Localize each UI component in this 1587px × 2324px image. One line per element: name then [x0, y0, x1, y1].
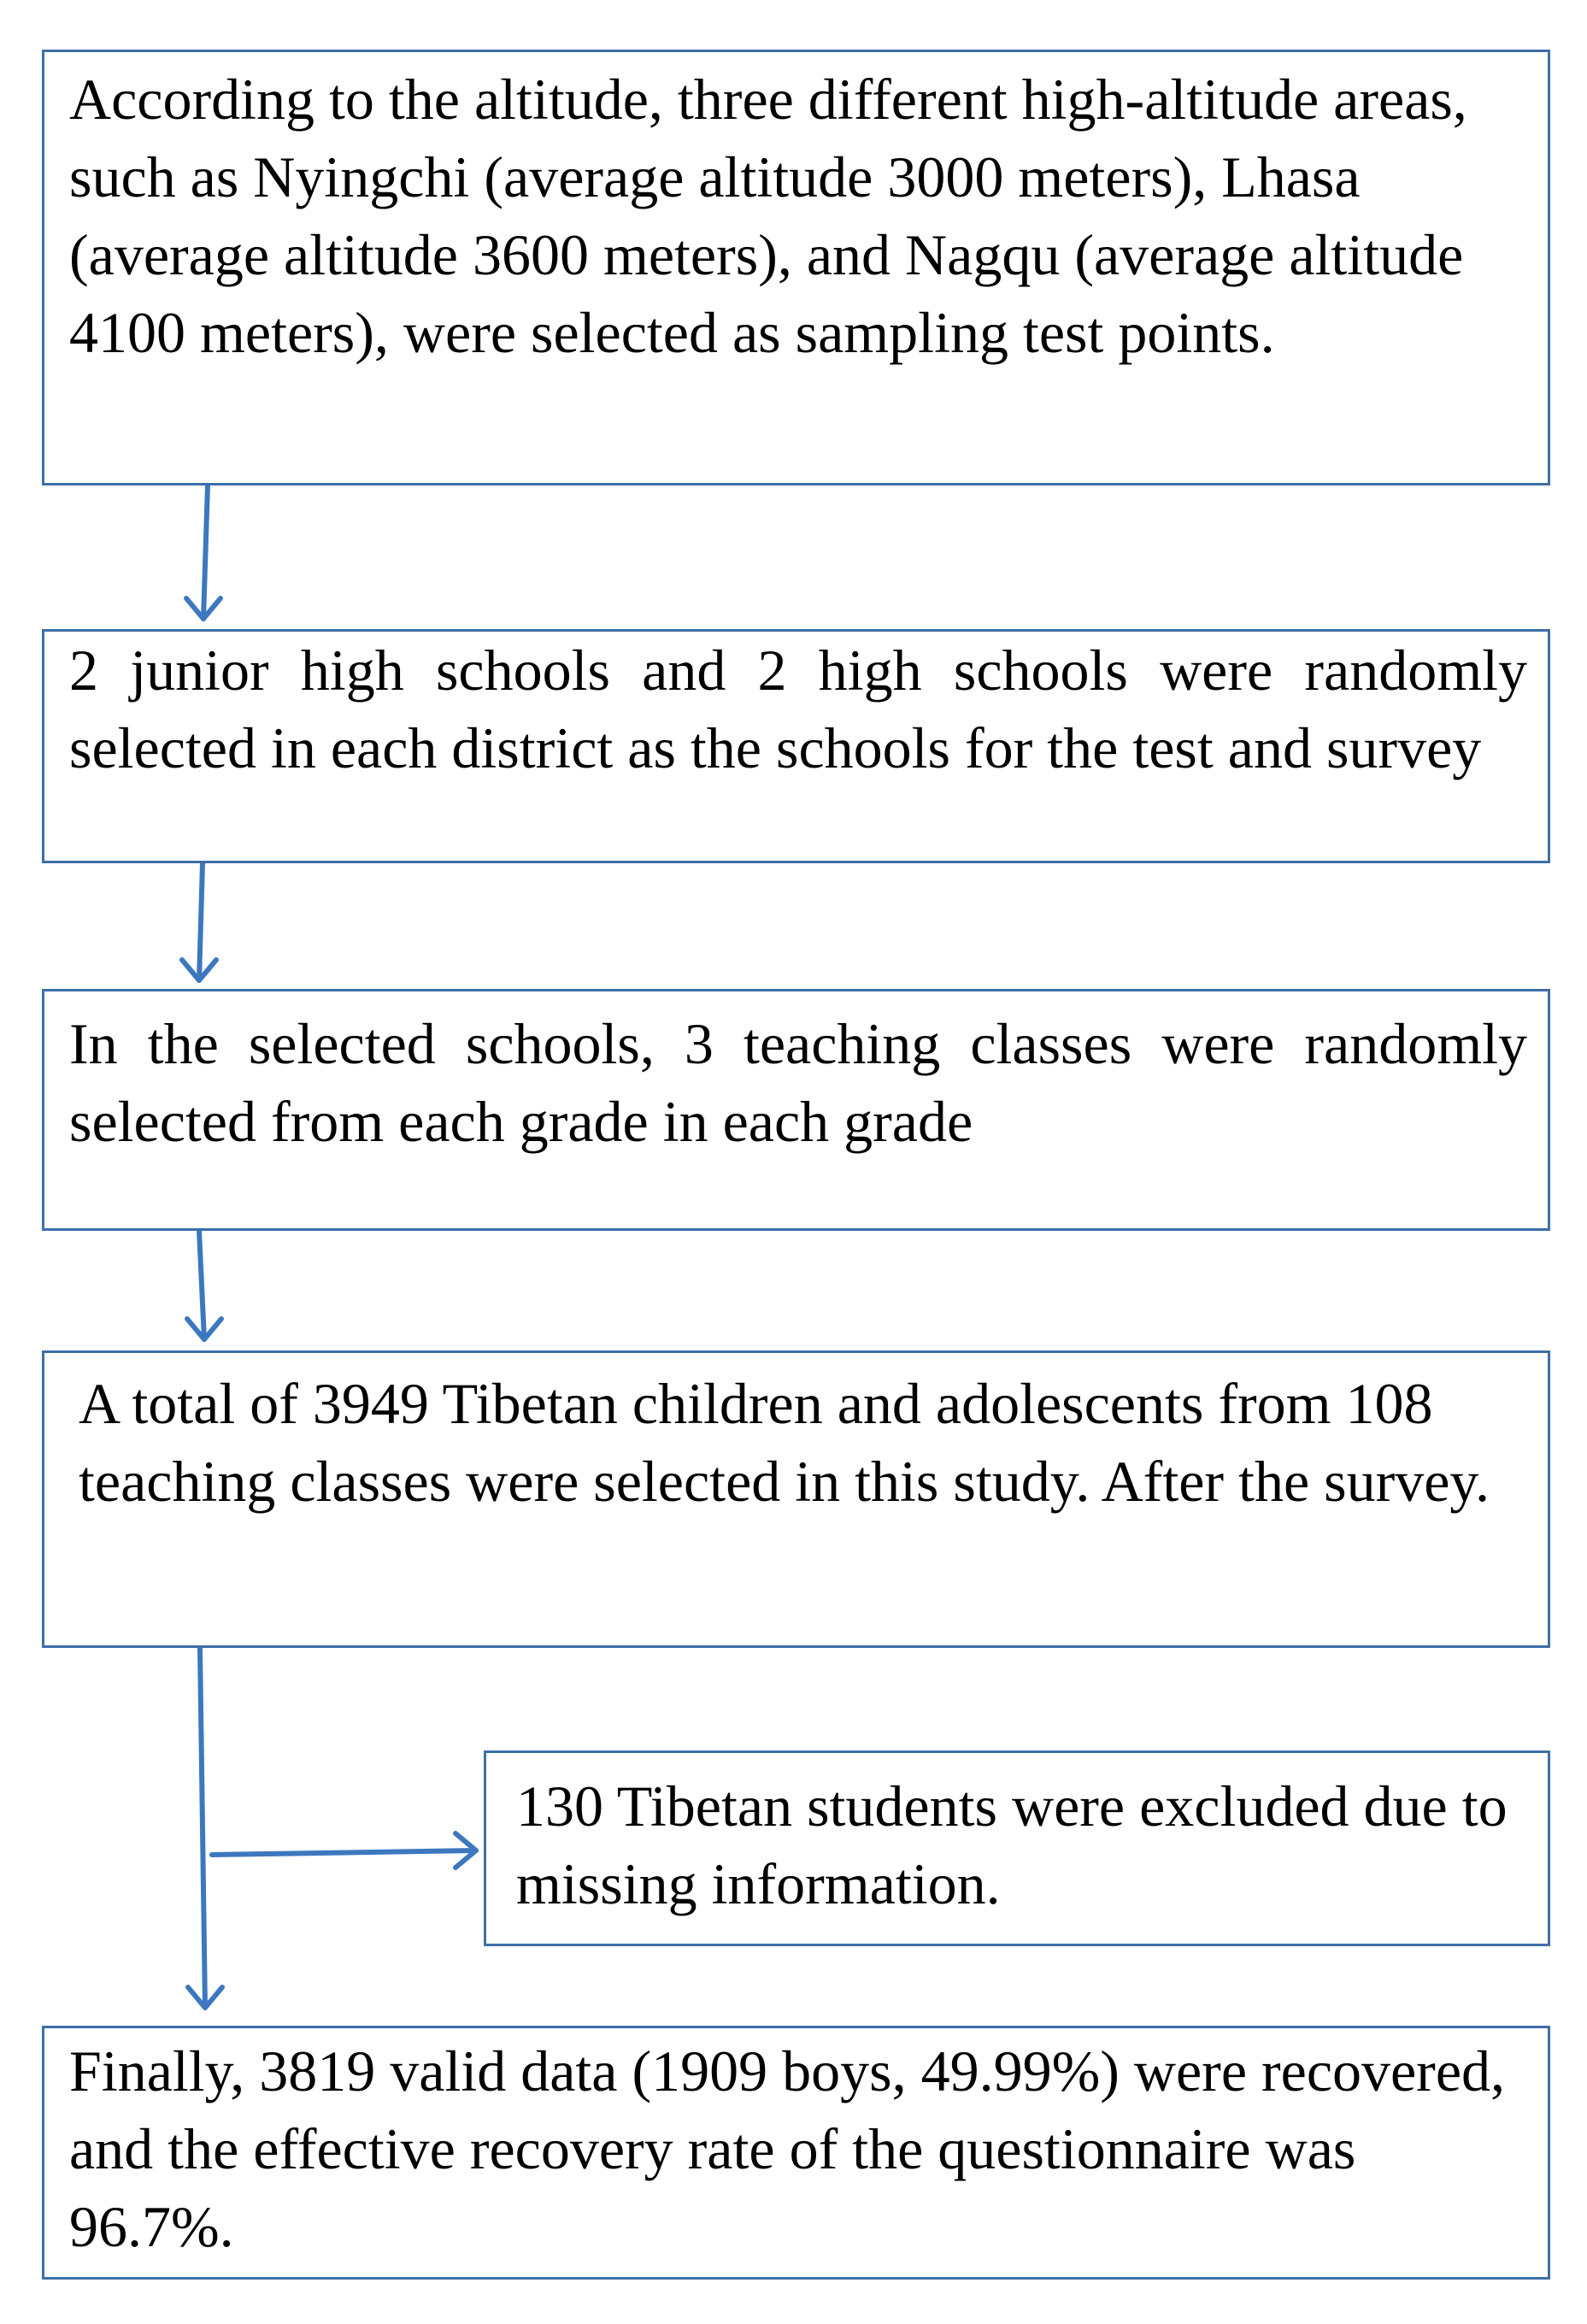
flow-step-1-text: According to the altitude, three different high-altitude areas, such as Nyingchi (average altitude 3000 meters), Lhasa (average altitude 3600 meters), and Nagqu (average altitude 4100 meters), were selected as sampling test points.	[69, 67, 1467, 365]
flow-exclusion-box	[484, 1750, 1550, 1946]
flow-step-3-box	[42, 989, 1550, 1231]
flow-step-3-text: In the selected schools, 3 teaching classes were randomly selected from each grade in each grade	[69, 1011, 1527, 1154]
flow-step-5-text: Finally, 3819 valid data (1909 boys, 49.99%) were recovered, and the effective recovery rate of the questionnaire was 96.7%.	[69, 2039, 1506, 2259]
flow-step-4-text: A total of 3949 Tibetan children and adolescents from 108 teaching classes were selected in this study. After the survey.	[79, 1371, 1490, 1514]
flow-step-2-box	[42, 629, 1550, 863]
arrow-branch-to-exclusion	[212, 1833, 476, 1868]
flow-step-1-box	[42, 50, 1550, 485]
flow-step-4-box	[42, 1350, 1550, 1648]
flow-step-5-box	[42, 2026, 1550, 2280]
arrow-step2-to-step3	[182, 863, 216, 980]
arrow-step4-to-step5	[188, 1648, 222, 2008]
flow-step-2-text: 2 junior high schools and 2 high schools were randomly selected in each district as the schools for the test and survey	[69, 638, 1527, 780]
arrow-step1-to-step2	[186, 485, 220, 619]
arrow-step3-to-step4	[187, 1231, 221, 1339]
flow-exclusion-text: 130 Tibetan students were excluded due to missing information.	[516, 1774, 1508, 1916]
